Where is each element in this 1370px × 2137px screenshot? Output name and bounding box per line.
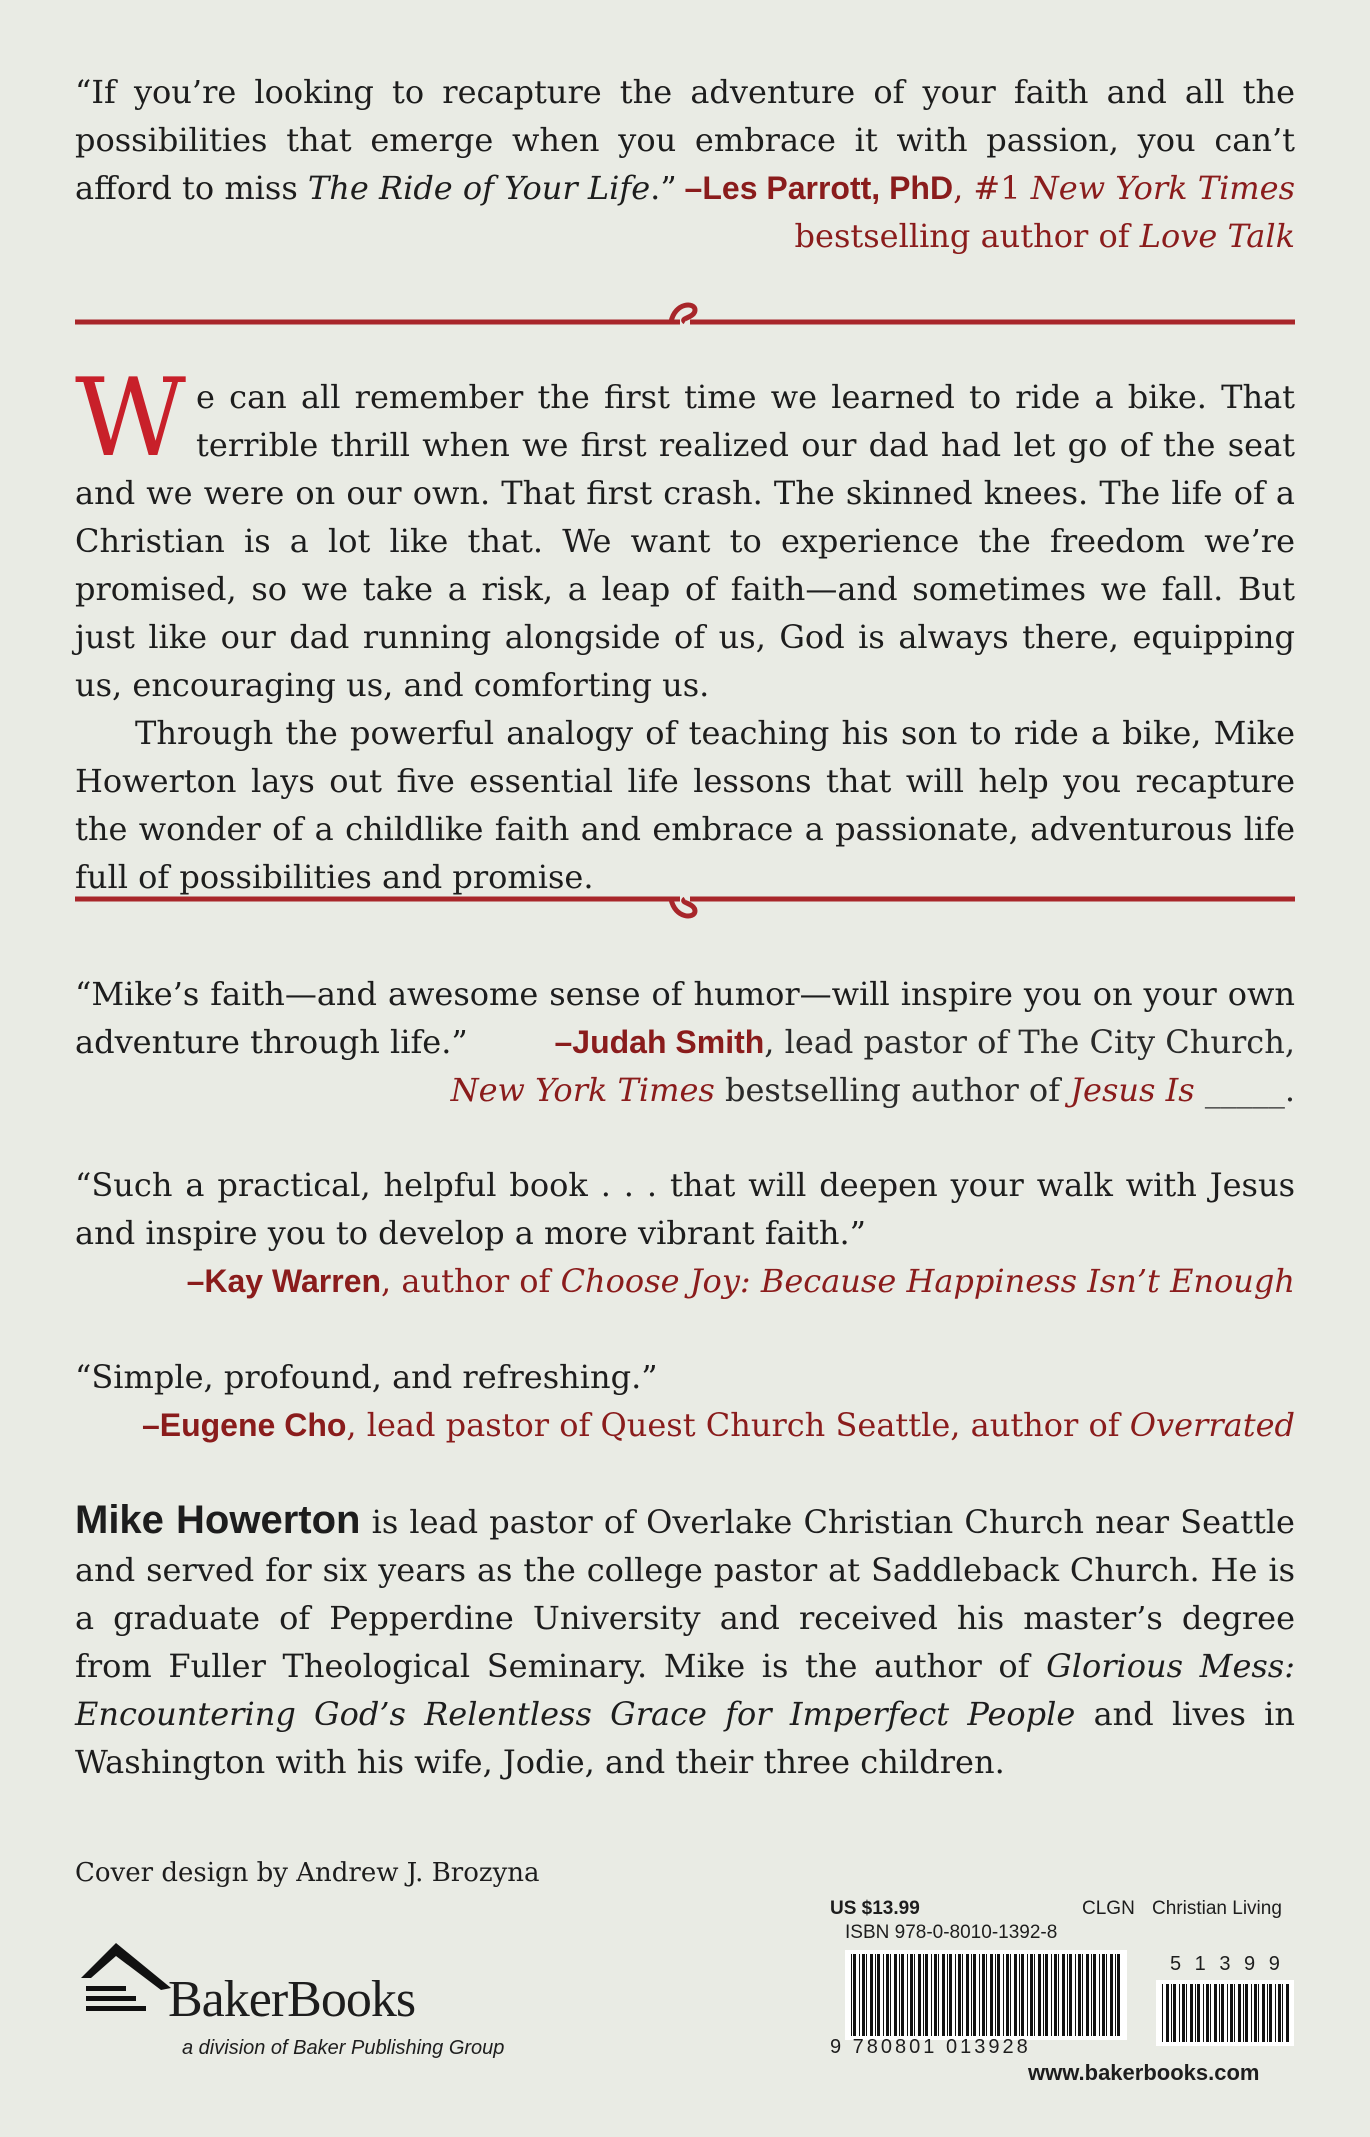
isbn-label: ISBN 978-0-8010-1392-8	[845, 1922, 1058, 1943]
publisher-tagline: a division of Baker Publishing Group	[182, 2037, 505, 2059]
price-label: US $13.99	[830, 1898, 920, 1919]
publisher-name: BakerBooks	[168, 1971, 416, 2028]
category-code: CLGN	[1082, 1898, 1135, 1919]
quote-warren: “Such a practical, helpful book . . . that will deepen your walk with Jesus and inspire you to develop a more vibrant faith.” –Kay Warren, author of Choose Joy: Because Happiness Isn’t Enough	[75, 1166, 1295, 1300]
author-name: Mike Howerton	[75, 1498, 361, 1542]
ornamental-divider	[75, 292, 1295, 332]
quote-author: Kay Warren	[204, 1263, 382, 1299]
ornamental-divider	[75, 887, 1295, 927]
publisher-url: www.bakerbooks.com	[1028, 2060, 1260, 2085]
category-label: Christian Living	[1152, 1898, 1282, 1919]
book-description: We can all remember the first time we learned to ride a bike. That terrible thrill when we first realized our dad had let go of the seat and we were on our own. That first crash. The skinned knees. The life of a Christian is a lot like that. We want to experience the freedom we’re promised, so we take a risk, a leap of faith—and sometimes we fall. But just like our dad running alongside of us, God is always there, equipping us, encouraging us, and comforting us. Through the powerful analogy of teaching his son to ride a bike, Mike Howerton lays out five essential life lessons that will help you recapture the wonder of a childlike faith and embrace a passionate, adventurous life full of possibilities and promise.	[75, 356, 1295, 896]
cover-design-credit: Cover design by Andrew J. Brozyna	[75, 1858, 540, 1888]
quote-author: Eugene Cho	[159, 1407, 347, 1443]
isbn-barcode	[845, 1950, 1127, 2040]
addon-barcode	[1156, 1980, 1294, 2046]
quote-smith: “Mike’s faith—and awesome sense of humor—will inspire you on your own adventure through life.” –Judah Smith, lead pastor of The City Church, New York Times bestselling author of Jesus Is _____.	[75, 975, 1295, 1109]
quote-author: Les Parrott, PhD	[702, 170, 954, 206]
addon-digits: 5 1 3 9 9	[1170, 1953, 1284, 1975]
quote-cho: “Simple, profound, and refreshing.” –Eugene Cho, lead pastor of Quest Church Seattle, author of Overrated	[75, 1358, 1295, 1444]
baker-books-logo-icon	[76, 1938, 176, 2018]
author-bio: Mike Howerton is lead pastor of Overlake Christian Church near Seattle and served for six years as the college pastor at Saddleback Church. He is a graduate of Pepperdine University and received his master’s degree from Fuller Theological Seminary. Mike is the author of Glorious Mess: Encountering God’s Relentless Grace for Imperfect People and lives in Washington with his wife, Jodie, and their three children.	[75, 1498, 1296, 1781]
quote-parrott: “If you’re looking to recapture the adventure of your faith and all the possibilities that emerge when you embrace it with passion, you can’t afford to miss The Ride of Your Life.” –Les Parrott, PhD, #1 New York Times bestselling author of Love Talk	[75, 73, 1295, 255]
quote-author: Judah Smith	[572, 1024, 765, 1060]
drop-cap: W	[75, 356, 187, 481]
barcode-digits: 9 780801 013928	[830, 2036, 1031, 2058]
